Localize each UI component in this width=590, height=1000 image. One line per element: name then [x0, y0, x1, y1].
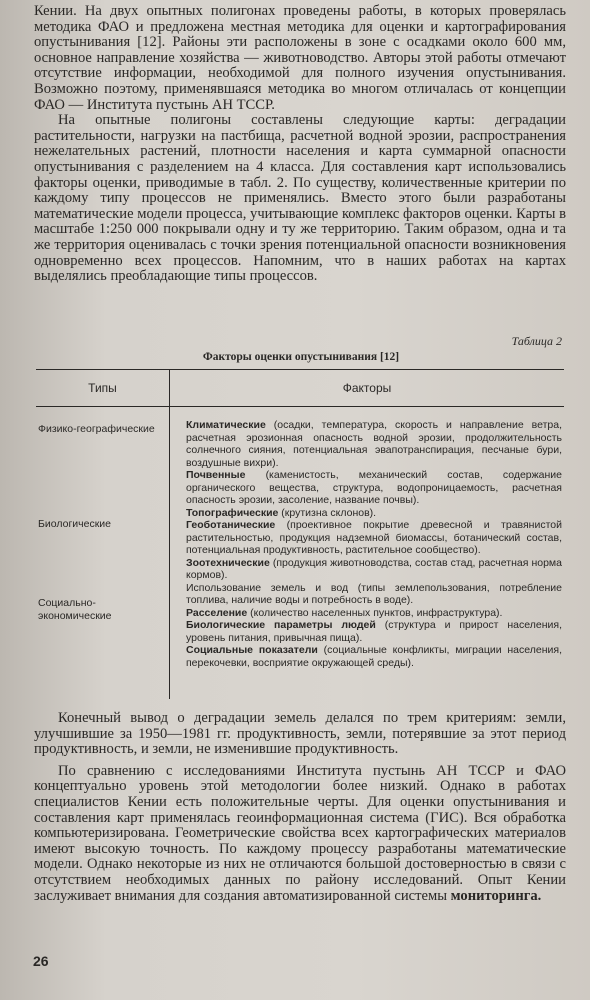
- table-title: Факторы оценки опустынивания [12]: [202, 351, 400, 363]
- intro-text: [34, 4, 566, 285]
- factor-human-biological: Биологические параметры людей (структура и прирост населения, уровень питания, привычная пища).: [186, 619, 562, 644]
- factor-soil: Почвенные (каменистость, механический состав, содержание органического вещества, структура, водопроницаемость, расчетная опасность эрозии, засоление, название почвы).: [186, 469, 562, 506]
- intro-paragraph-2: На опытные полигоны составлены следующие карты: деградации растительности, нагрузки на пастбища, расчетной водной эрозии, распространения нежелательных растений, плотности населения и карта суммарной опасности опустынивания с разделением на 4 класса. Для составления карт использовались факторы оценки, приводимые в табл. 2. По существу, количественные критерии по каждому типу процессов не применялись. Вместо этого были разработаны математические модели процесса, учитывающие комплекс факторов оценки. Карты в масштабе 1:250 000 покрывали одну и ту же территорию. Таким образом, одна и та же территория оценивалась с точки зрения потенциальной опасности возникновения одновременно всех процессов. Напомним, что в наших работах на картах выделялись преобладающие типы процессов.: [34, 112, 566, 285]
- type-physical-geographic: Физико-географические: [38, 423, 155, 435]
- factor-land-water-use: Использование земель и вод (типы землепользования, потребление топлива, наличие воды и потребность в воде).: [186, 581, 562, 606]
- table-header-rule: [36, 406, 564, 407]
- factors-table: [36, 369, 564, 699]
- factor-social: Социальные показатели (социальные конфликты, миграции населения, перекочевки, восприятие окружающей среды).: [186, 644, 562, 669]
- table-header-types: Типы: [88, 381, 117, 395]
- page-number: 26: [33, 953, 49, 969]
- type-biological: Биологические: [38, 518, 112, 530]
- factor-settlement: Расселение (количество населенных пунктов, инфраструктура).: [186, 606, 503, 619]
- table-top-rule: [36, 369, 564, 370]
- table-header-factors: Факторы: [342, 381, 392, 395]
- factor-topographic: Топографические (крутизна склонов).: [186, 506, 377, 519]
- factors-list: [186, 419, 562, 669]
- conclusion-paragraph-2: По сравнению с исследованиями Института пустынь АН ТССР и ФАО концептуально уровень этой методологии более низкий. Однако в работах специалистов Кении есть положительные черты. Для оценки опустынивания и составления карт применялась геоинформационная система (ГИС). Вся обработка компьютеризирована. Геометрические свойства всех картографических материалов имеют высокую точность. По каждому процессу разработаны математические модели. Однако некоторые из них не отличаются большой достоверностью в связи с отсутствием необходимых данных по району исследований. Опыт Кении заслуживает внимания для создания автоматизированной системы мониторинга.: [34, 762, 566, 904]
- conclusion-text: [34, 711, 566, 904]
- type-socio-economic: Социально-экономические: [38, 597, 112, 622]
- intro-paragraph-1: Кении. На двух опытных полигонах проведены работы, в которых проверялась методика ФАО и предложена местная методика для оценки и картографирования опустынивания [12]. Районы эти расположены в зоне с осадками около 600 мм, основное направление хозяйства — животноводство. Авторы этой работы отмечают отсутствие информации, необходимой для полного изучения опустынивания. Возможно поэтому, применявшаяся методика во многом отличалась от концепции ФАО — Института пустынь АН ТССР.: [34, 3, 566, 113]
- conclusion-paragraph-1: Конечный вывод о деградации земель делался по трем критериям: земли, улучшившие за 1950—1981 гг. продуктивность, земли, потерявшие за этот период продуктивность, и земли, не изменившие продуктивность.: [34, 710, 566, 758]
- factor-climatic: Климатические (осадки, температура, скорость и направление ветра, расчетная эрозионная опасность водной эрозии, продолжительность солнечного сияния, потенциальная эвапотранспирация, песчаные бури, воздушные вихри).: [186, 419, 562, 469]
- table-caption: Таблица 2: [511, 334, 562, 348]
- table-column-divider: [169, 369, 170, 699]
- factor-geobotanical: Геоботанические (проективное покрытие древесной и травянистой растительностью, продукция надземной биомассы, ботанический состав, потенциальная продуктивность, растительное сообщество).: [186, 519, 562, 556]
- factor-zootechnical: Зоотехнические (продукция животноводства, состав стад, расчетная норма кормов).: [186, 556, 562, 581]
